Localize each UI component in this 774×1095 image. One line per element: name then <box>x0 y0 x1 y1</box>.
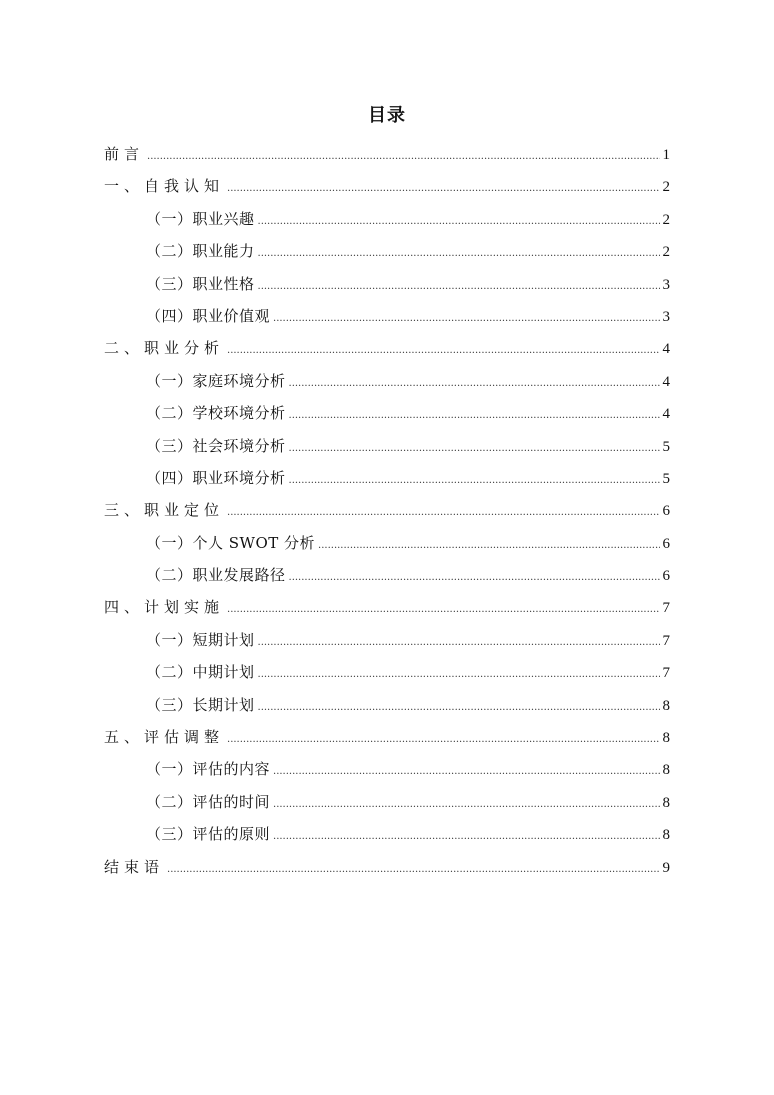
toc-entry-label: 前言 <box>104 145 145 163</box>
toc-section-entry[interactable] <box>104 435 670 467</box>
toc-page-number: 8 <box>662 827 670 844</box>
toc-page-number: 4 <box>662 341 670 358</box>
toc-page-number: 7 <box>662 600 670 617</box>
toc-entry-label: （二）学校环境分析 <box>146 404 286 423</box>
toc-page-number: 2 <box>662 179 670 196</box>
toc-entry-label: （一）短期计划 <box>146 630 255 649</box>
table-of-contents <box>104 143 670 888</box>
toc-section-entry[interactable] <box>104 402 670 434</box>
toc-chapter-entry[interactable] <box>104 856 670 888</box>
toc-chapter-entry[interactable] <box>104 175 670 207</box>
toc-section-entry[interactable] <box>104 694 670 726</box>
toc-dot-leader <box>227 502 659 524</box>
toc-dot-leader <box>258 632 660 654</box>
toc-entry-label: （二）职业发展路径 <box>146 566 286 585</box>
toc-dot-leader <box>167 859 659 881</box>
toc-section-entry[interactable] <box>104 208 670 240</box>
toc-page-number: 8 <box>662 762 670 779</box>
toc-entry-label: 五、评估调整 <box>104 728 225 747</box>
toc-page-number: 7 <box>662 632 670 649</box>
toc-entry-label: （一）职业兴趣 <box>146 209 255 228</box>
toc-entry-label: （三）社会环境分析 <box>146 436 286 455</box>
toc-page-number: 6 <box>662 503 670 520</box>
toc-dot-leader <box>273 794 659 816</box>
toc-dot-leader <box>289 373 660 395</box>
toc-entry-label: 三、职业定位 <box>104 501 225 520</box>
toc-dot-leader <box>258 243 660 265</box>
toc-entry-label: （三）评估的原则 <box>146 825 271 844</box>
toc-section-entry[interactable] <box>104 273 670 305</box>
toc-entry-label: （一）评估的内容 <box>146 760 271 779</box>
toc-chapter-entry[interactable] <box>104 143 670 175</box>
toc-dot-leader <box>147 146 659 168</box>
toc-page-number: 2 <box>662 211 670 228</box>
toc-entry-label: （二）职业能力 <box>146 242 255 261</box>
toc-entry-label: （一）家庭环境分析 <box>146 371 286 390</box>
toc-page-number: 4 <box>662 406 670 423</box>
toc-dot-leader <box>273 761 659 783</box>
toc-entry-label: （二）评估的时间 <box>146 792 271 811</box>
toc-chapter-entry[interactable] <box>104 499 670 531</box>
toc-section-entry[interactable] <box>104 532 670 564</box>
toc-entry-label: 结束语 <box>104 857 165 876</box>
toc-dot-leader <box>227 340 659 362</box>
toc-chapter-entry[interactable] <box>104 596 670 628</box>
toc-section-entry[interactable] <box>104 791 670 823</box>
toc-section-entry[interactable] <box>104 629 670 661</box>
toc-section-entry[interactable] <box>104 467 670 499</box>
toc-entry-label: 二、职业分析 <box>104 339 225 358</box>
toc-page-number: 3 <box>662 308 670 325</box>
toc-page-number: 9 <box>662 859 670 876</box>
toc-section-entry[interactable] <box>104 305 670 337</box>
toc-page-number: 7 <box>662 665 670 682</box>
toc-page-number: 8 <box>662 794 670 811</box>
toc-dot-leader <box>289 405 660 427</box>
toc-dot-leader <box>289 470 660 492</box>
toc-dot-leader <box>227 178 659 200</box>
toc-entry-label: （四）职业环境分析 <box>146 468 286 487</box>
toc-title: 目录 <box>368 105 406 126</box>
toc-page-number: 3 <box>662 276 670 293</box>
toc-section-entry[interactable] <box>104 661 670 693</box>
toc-dot-leader <box>289 438 660 460</box>
toc-dot-leader <box>273 308 659 330</box>
toc-dot-leader <box>227 729 659 751</box>
toc-dot-leader <box>227 599 659 621</box>
toc-entry-label: （二）中期计划 <box>146 663 255 682</box>
toc-page-number: 5 <box>662 438 670 455</box>
toc-chapter-entry[interactable] <box>104 337 670 369</box>
toc-page-number: 6 <box>662 568 670 585</box>
toc-dot-leader <box>318 535 659 557</box>
toc-dot-leader <box>289 567 660 589</box>
toc-dot-leader <box>258 664 660 686</box>
toc-page-number: 8 <box>662 730 670 747</box>
toc-dot-leader <box>258 211 660 233</box>
toc-page-number: 6 <box>662 535 670 552</box>
toc-section-entry[interactable] <box>104 823 670 855</box>
toc-chapter-entry[interactable] <box>104 726 670 758</box>
toc-dot-leader <box>273 826 659 848</box>
toc-entry-label: （四）职业价值观 <box>146 306 271 325</box>
toc-page-number: 8 <box>662 697 670 714</box>
toc-section-entry[interactable] <box>104 564 670 596</box>
toc-dot-leader <box>258 697 660 719</box>
toc-dot-leader <box>258 276 660 298</box>
toc-page-number: 5 <box>662 470 670 487</box>
toc-page-number: 1 <box>662 147 670 163</box>
toc-entry-label: 四、计划实施 <box>104 598 225 617</box>
toc-page-number: 4 <box>662 373 670 390</box>
toc-entry-label: 一、自我认知 <box>104 177 225 196</box>
toc-section-entry[interactable] <box>104 240 670 272</box>
toc-page-number: 2 <box>662 244 670 261</box>
toc-section-entry[interactable] <box>104 758 670 790</box>
toc-entry-label: （三）职业性格 <box>146 274 255 293</box>
toc-entry-label: （三）长期计划 <box>146 695 255 714</box>
toc-section-entry[interactable] <box>104 370 670 402</box>
toc-entry-label: （一）个人 SWOT 分析 <box>146 533 316 552</box>
